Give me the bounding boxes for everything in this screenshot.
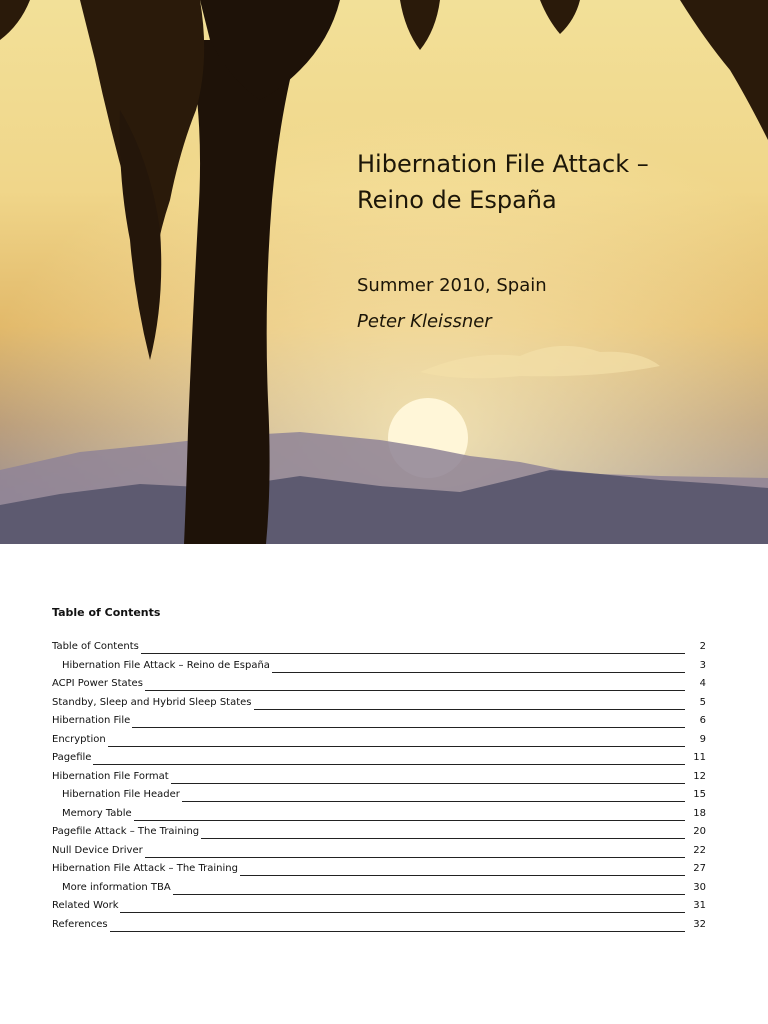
toc-entry-page: 12 xyxy=(693,770,706,782)
toc-leader xyxy=(134,808,685,821)
toc-entry[interactable] xyxy=(52,916,706,935)
toc-leader xyxy=(145,678,685,691)
toc-entry-label: Hibernation File Header xyxy=(62,789,180,800)
toc-entry-page: 31 xyxy=(693,900,706,911)
toc-entry-label: Memory Table xyxy=(62,807,132,819)
document-author: Peter Kleissner xyxy=(357,311,492,332)
toc-entry-label: Null Device Driver xyxy=(52,844,143,856)
toc-entry[interactable] xyxy=(52,694,706,713)
toc-entry-label: Hibernation File xyxy=(52,715,131,726)
toc-entry-label: More information TBA xyxy=(62,881,171,893)
toc-entry-label: Hibernation File Format xyxy=(52,770,169,782)
title-line: Reino de España xyxy=(357,186,557,214)
toc-entry-page: 2 xyxy=(699,641,706,652)
toc-entry-label: Related Work xyxy=(52,900,119,911)
toc-entry-page: 20 xyxy=(693,826,706,837)
toc-entry[interactable] xyxy=(52,749,706,768)
title-line: Hibernation File Attack – xyxy=(357,150,649,178)
document-subtitle: Summer 2010, Spain xyxy=(357,275,547,296)
toc-entry-label: References xyxy=(52,918,108,930)
toc-leader xyxy=(182,789,685,802)
document-title xyxy=(357,146,649,218)
toc-entry[interactable] xyxy=(52,638,706,657)
toc-entry-page: 18 xyxy=(693,807,706,819)
toc-entry-label: ACPI Power States xyxy=(52,678,143,689)
toc-entry[interactable] xyxy=(52,768,706,787)
toc-entry[interactable] xyxy=(52,786,706,805)
toc-entry-page: 11 xyxy=(693,752,706,763)
toc-entry[interactable] xyxy=(52,657,706,676)
toc-leader xyxy=(108,734,685,747)
toc-entry-page: 4 xyxy=(699,678,706,689)
toc-entry-label: Standby, Sleep and Hybrid Sleep States xyxy=(52,696,252,708)
toc-entry[interactable] xyxy=(52,712,706,731)
toc-leader xyxy=(93,752,685,765)
toc-entry-page: 6 xyxy=(699,715,706,726)
toc-entry[interactable] xyxy=(52,879,706,898)
toc-entry-page: 5 xyxy=(699,696,706,708)
toc-leader xyxy=(120,900,685,913)
toc-entry[interactable] xyxy=(52,675,706,694)
toc-list xyxy=(52,638,706,934)
toc-entry-page: 27 xyxy=(693,863,706,874)
toc-leader xyxy=(145,845,685,858)
toc-leader xyxy=(141,641,685,654)
toc-entry-label: Hibernation File Attack – Reino de España xyxy=(62,659,270,671)
toc-leader xyxy=(173,882,685,895)
toc-leader xyxy=(201,826,685,839)
toc-entry[interactable] xyxy=(52,842,706,861)
toc-entry-page: 32 xyxy=(693,918,706,930)
toc-entry-page: 30 xyxy=(693,881,706,893)
toc-entry[interactable] xyxy=(52,823,706,842)
toc-entry[interactable] xyxy=(52,805,706,824)
toc-leader xyxy=(171,771,685,784)
toc-entry[interactable] xyxy=(52,731,706,750)
toc-leader xyxy=(132,715,685,728)
table-of-contents xyxy=(52,605,706,934)
toc-entry[interactable] xyxy=(52,860,706,879)
toc-entry-label: Table of Contents xyxy=(52,641,139,652)
toc-leader xyxy=(110,919,685,932)
toc-heading: Table of Contents xyxy=(52,606,161,619)
toc-entry-label: Pagefile Attack – The Training xyxy=(52,826,200,837)
toc-leader xyxy=(240,863,685,876)
toc-entry-page: 3 xyxy=(699,659,706,671)
toc-leader xyxy=(272,660,685,673)
toc-entry-page: 9 xyxy=(699,733,706,745)
toc-entry[interactable] xyxy=(52,897,706,916)
toc-entry-label: Hibernation File Attack – The Training xyxy=(52,863,238,874)
toc-leader xyxy=(254,697,686,710)
toc-entry-label: Pagefile xyxy=(52,752,92,763)
toc-entry-page: 22 xyxy=(693,844,706,856)
toc-entry-label: Encryption xyxy=(52,733,106,745)
toc-entry-page: 15 xyxy=(693,789,706,800)
